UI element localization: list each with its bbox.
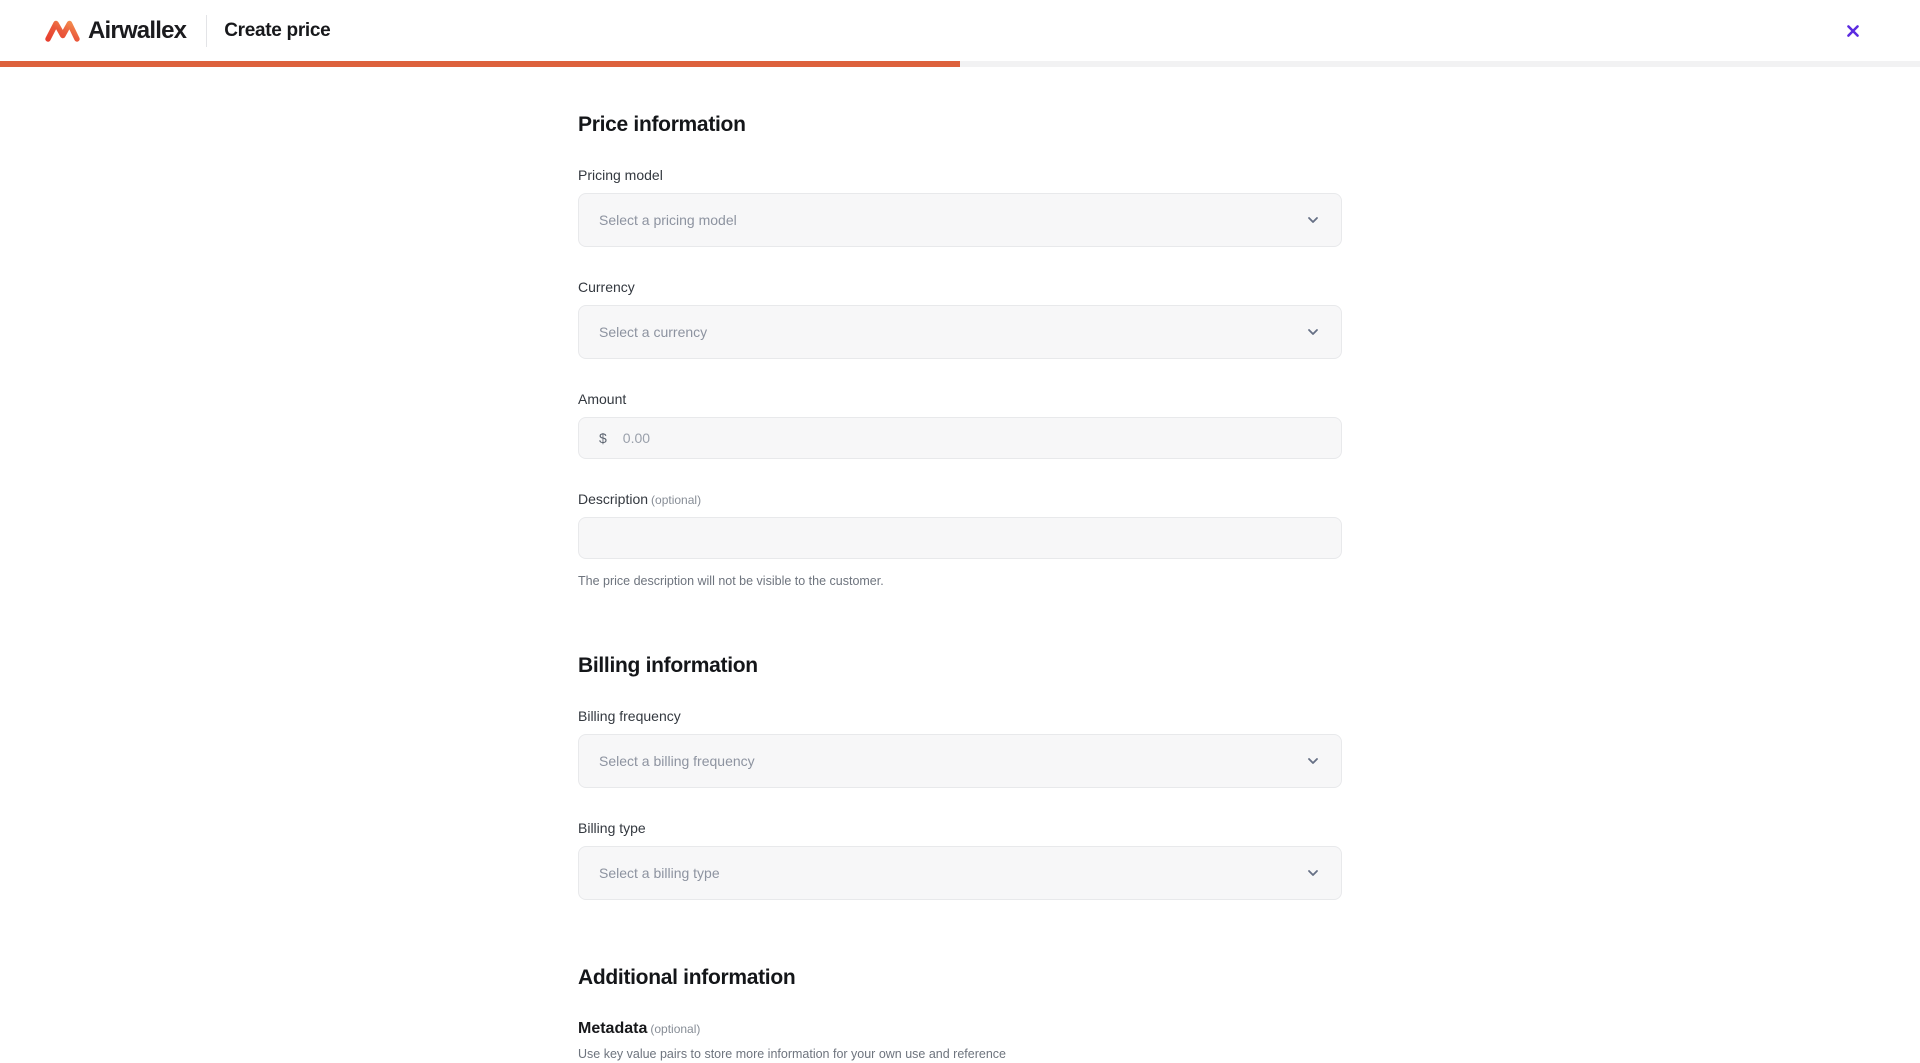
price-information-heading: Price information bbox=[578, 113, 746, 136]
price-information-section bbox=[578, 113, 1342, 588]
billing-frequency-select[interactable] bbox=[578, 734, 1342, 788]
amount-label: Amount bbox=[578, 391, 627, 407]
metadata-field bbox=[578, 1020, 1342, 1061]
airwallex-logo-icon bbox=[44, 16, 81, 45]
create-price-form bbox=[578, 67, 1342, 1061]
billing-frequency-label: Billing frequency bbox=[578, 708, 681, 724]
brand-wordmark: Airwallex bbox=[88, 16, 187, 44]
billing-type-field bbox=[578, 820, 1342, 900]
billing-information-section bbox=[578, 654, 1342, 900]
header-divider bbox=[206, 15, 207, 47]
description-textarea[interactable] bbox=[578, 517, 1342, 559]
currency-select[interactable] bbox=[578, 305, 1342, 359]
billing-type-placeholder: Select a billing type bbox=[599, 865, 720, 881]
currency-field bbox=[578, 279, 1342, 359]
top-bar-left bbox=[44, 15, 330, 47]
billing-frequency-placeholder: Select a billing frequency bbox=[599, 753, 755, 769]
billing-information-heading: Billing information bbox=[578, 654, 758, 677]
airwallex-logo bbox=[44, 16, 186, 45]
currency-prefix: $ bbox=[599, 430, 607, 446]
metadata-optional-tag: (optional) bbox=[650, 1022, 701, 1036]
metadata-label-row bbox=[578, 1020, 1342, 1038]
description-label bbox=[578, 491, 1342, 507]
chevron-down-icon bbox=[1305, 753, 1321, 769]
additional-information-section bbox=[578, 966, 1342, 1061]
billing-type-label: Billing type bbox=[578, 820, 646, 836]
pricing-model-placeholder: Select a pricing model bbox=[599, 212, 737, 228]
close-button[interactable] bbox=[1839, 17, 1867, 45]
additional-information-heading: Additional information bbox=[578, 966, 796, 989]
amount-input[interactable] bbox=[623, 430, 1325, 446]
metadata-helper-text: Use key value pairs to store more information for your own use and reference bbox=[578, 1047, 1006, 1061]
amount-field bbox=[578, 391, 1342, 459]
currency-label: Currency bbox=[578, 279, 635, 295]
chevron-down-icon bbox=[1305, 865, 1321, 881]
currency-placeholder: Select a currency bbox=[599, 324, 708, 340]
pricing-model-field bbox=[578, 167, 1342, 247]
top-bar bbox=[0, 0, 1920, 61]
metadata-label: Metadata bbox=[578, 1020, 648, 1037]
chevron-down-icon bbox=[1305, 324, 1321, 340]
billing-type-select[interactable] bbox=[578, 846, 1342, 900]
description-helper-text: The price description will not be visible to the customer. bbox=[578, 574, 884, 588]
description-field bbox=[578, 491, 1342, 588]
pricing-model-select[interactable] bbox=[578, 193, 1342, 247]
chevron-down-icon bbox=[1305, 212, 1321, 228]
billing-frequency-field bbox=[578, 708, 1342, 788]
pricing-model-label: Pricing model bbox=[578, 167, 663, 183]
page-title: Create price bbox=[224, 19, 331, 41]
description-optional-tag: (optional) bbox=[651, 493, 702, 507]
close-icon bbox=[1845, 23, 1861, 39]
description-label-text: Description bbox=[578, 491, 649, 507]
amount-input-box bbox=[578, 417, 1342, 459]
